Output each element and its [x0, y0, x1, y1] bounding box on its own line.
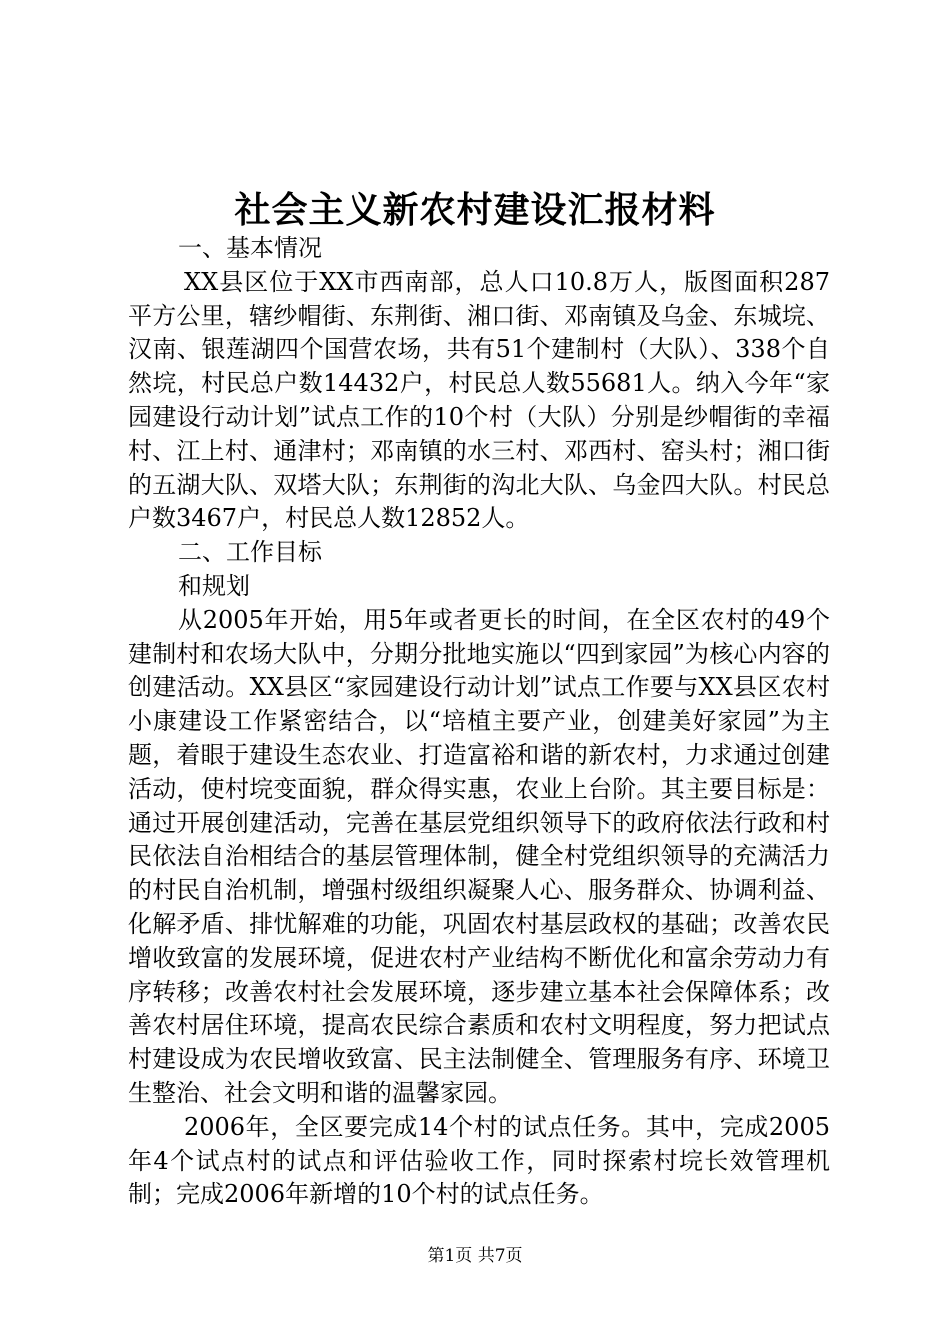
section-heading-goals-continued: 和规划: [178, 571, 250, 600]
page-number-footer: 第1页 共7页: [427, 1246, 523, 1266]
section-heading-goals: 二、工作目标: [178, 538, 322, 567]
section-heading-basic-info: 一、基本情况: [178, 234, 322, 262]
paragraph-goals: 从2005年开始，用5年或者更长的时间，在全区农村的49个建制村和农场大队中，分期分批地实施以“四到家园”为核心内容的创建活动。XX县区“家园建设行动计划”试点工作要与XX县区农村小康建设工作紧密结合，以“培植主要产业，创建美好家园”为主题，着眼于建设生态农业、打造富裕和谐的新农村，力求通过创建活动，使村垸变面貌，群众得实惠，农业上台阶。其主要目标是：通过开展创建活动，完善在基层党组织领导下的政府依法行政和村民依法自治相结合的基层管理体制，健全村党组织领导的充满活力的村民自治机制，增强村级组织凝聚人心、服务群众、协调利益、化解矛盾、排忧解难的功能，巩固农村基层政权的基础；改善农民增收致富的发展环境，促进农村产业结构不断优化和富余劳动力有序转移；改善农村社会发展环境，逐步建立基本社会保障体系；改善农村居住环境，提高农民综合素质和农村文明程度，努力把试点村建设成为农民增收致富、民主法制健全、管理服务有序、环境卫生整治、社会文明和谐的温馨家园。: [128, 605, 830, 1107]
paragraph-basic-info: XX县区位于XX市西南部，总人口10.8万人，版图面积287平方公里，辖纱帽街、东荆街、湘口街、邓南镇及乌金、东城垸、汉南、银莲湖四个国营农场，共有51个建制村（大队）、338个自然垸，村民总户数14432户，村民总人数55681人。纳入今年“家园建设行动计划”试点工作的10个村（大队）分别是纱帽街的幸福村、江上村、通津村；邓南镇的水三村、邓西村、窑头村；湘口街的五湖大队、双塔大队；东荆街的沟北大队、乌金四大队。村民总户数3467户，村民总人数12852人。: [128, 267, 830, 533]
document-body: [128, 232, 830, 1212]
paragraph-2006-tasks: 2006年，全区要完成14个村的试点任务。其中，完成2005年4个试点村的试点和评估验收工作，同时探索村垸长效管理机制；完成2006年新增的10个村的试点任务。: [128, 1112, 830, 1209]
document-title: 社会主义新农村建设汇报材料: [234, 189, 716, 231]
